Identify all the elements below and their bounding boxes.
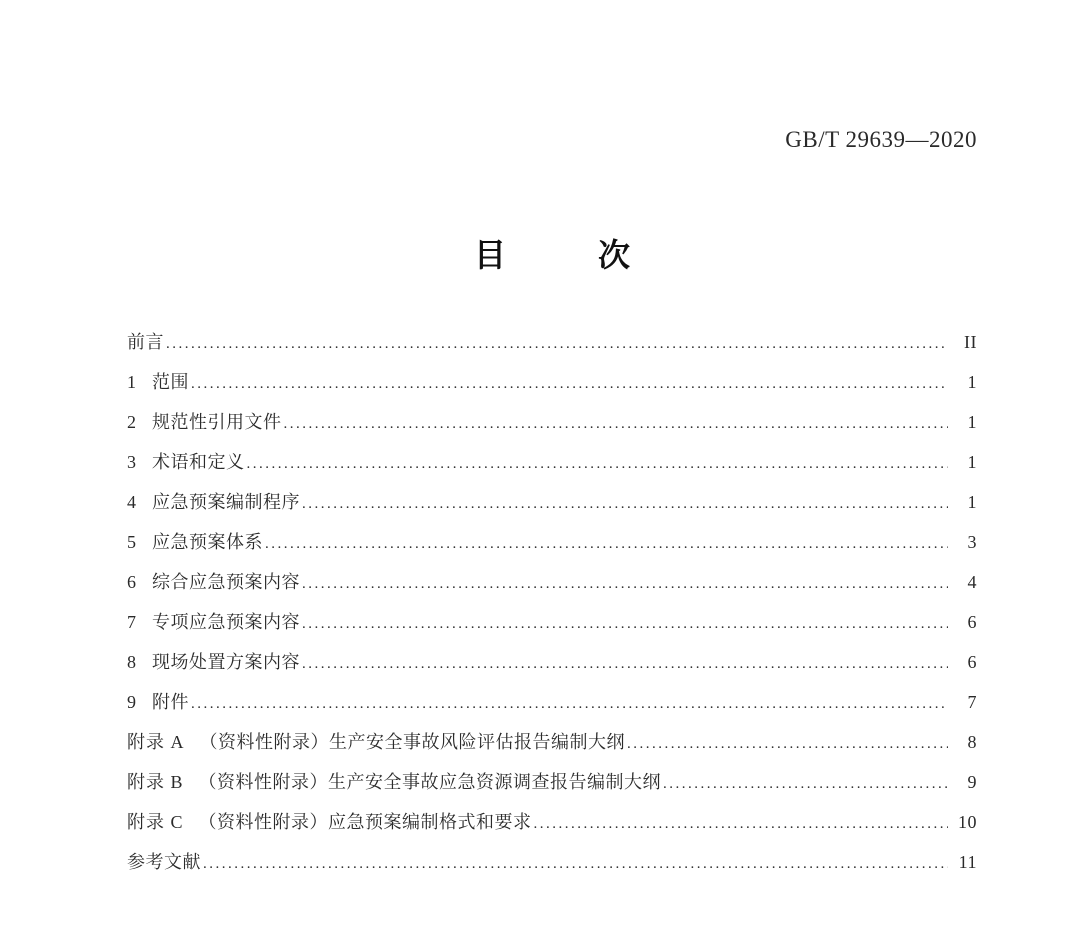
toc-entry-page: 7	[967, 692, 977, 712]
toc-entry-title: （资料性附录）生产安全事故风险评估报告编制大纲	[199, 732, 625, 752]
toc-entry-title: 现场处置方案内容	[152, 652, 300, 672]
toc-entry	[127, 602, 977, 642]
toc-entry-title: 前言	[127, 332, 164, 352]
toc-entry	[127, 722, 977, 762]
toc-entry-page: 1	[967, 412, 977, 432]
toc-entry	[127, 642, 977, 682]
toc-dot-leader	[534, 804, 948, 844]
toc-entry-number: 6	[127, 572, 137, 592]
toc-dot-leader	[166, 324, 948, 364]
toc-entry-page: 1	[967, 492, 977, 512]
toc-dot-leader	[302, 644, 948, 684]
toc-dot-leader	[203, 844, 948, 884]
toc-entry-title: 参考文献	[127, 852, 201, 872]
toc-entry-page: 10	[958, 812, 977, 832]
toc-entry-page: 3	[967, 532, 977, 552]
toc-entry-page: 4	[967, 572, 977, 592]
toc-entry	[127, 562, 977, 602]
toc-entry-number: 附录 B	[127, 772, 184, 792]
toc-entry-number: 8	[127, 652, 137, 672]
toc-entry-number: 5	[127, 532, 137, 552]
toc-entry	[127, 362, 977, 402]
toc-entry	[127, 762, 977, 802]
toc-entry-page: 6	[967, 652, 977, 672]
toc-entry	[127, 682, 977, 722]
toc-dot-leader	[191, 684, 948, 724]
toc-entry	[127, 322, 977, 362]
standard-code: GB/T 29639—2020	[785, 127, 977, 152]
toc-entry-title: 规范性引用文件	[152, 412, 282, 432]
toc-entry-number: 3	[127, 452, 137, 472]
toc-dot-leader	[265, 524, 948, 564]
toc-entry-number: 4	[127, 492, 137, 512]
toc-entry-title: 应急预案体系	[152, 532, 263, 552]
toc-entry-page: 8	[967, 732, 977, 752]
toc-entry-title: （资料性附录）生产安全事故应急资源调查报告编制大纲	[198, 772, 662, 792]
toc-entry	[127, 522, 977, 562]
toc-entry-number: 附录 A	[127, 732, 185, 752]
toc-dot-leader	[663, 764, 948, 804]
toc-entry	[127, 442, 977, 482]
toc-entry	[127, 842, 977, 882]
toc-dot-leader	[302, 604, 948, 644]
toc-entry-number: 9	[127, 692, 137, 712]
toc-list	[127, 322, 977, 882]
toc-entry-number: 附录 C	[127, 812, 184, 832]
toc-entry	[127, 482, 977, 522]
toc-entry	[127, 402, 977, 442]
toc-dot-leader	[302, 484, 948, 524]
toc-entry-number: 2	[127, 412, 137, 432]
toc-dot-leader	[284, 404, 949, 444]
toc-entry-title: 附件	[152, 692, 189, 712]
toc-entry-title: 术语和定义	[152, 452, 245, 472]
toc-entry-title: 综合应急预案内容	[152, 572, 300, 592]
toc-entry-page: 1	[967, 372, 977, 392]
toc-entry-title: 范围	[152, 372, 189, 392]
toc-entry-title: （资料性附录）应急预案编制格式和要求	[198, 812, 532, 832]
toc-entry	[127, 802, 977, 842]
toc-entry-number: 1	[127, 372, 137, 392]
toc-entry-page: 9	[967, 772, 977, 792]
toc-dot-leader	[191, 364, 948, 404]
toc-dot-leader	[627, 724, 948, 764]
page-title: 目 次	[473, 237, 631, 273]
toc-entry-page: 6	[967, 612, 977, 632]
toc-entry-number: 7	[127, 612, 137, 632]
toc-entry-page: II	[964, 332, 977, 352]
toc-dot-leader	[247, 444, 949, 484]
toc-entry-title: 应急预案编制程序	[152, 492, 300, 512]
toc-dot-leader	[302, 564, 948, 604]
toc-entry-page: 11	[958, 852, 977, 872]
toc-entry-title: 专项应急预案内容	[152, 612, 300, 632]
toc-entry-page: 1	[967, 452, 977, 472]
